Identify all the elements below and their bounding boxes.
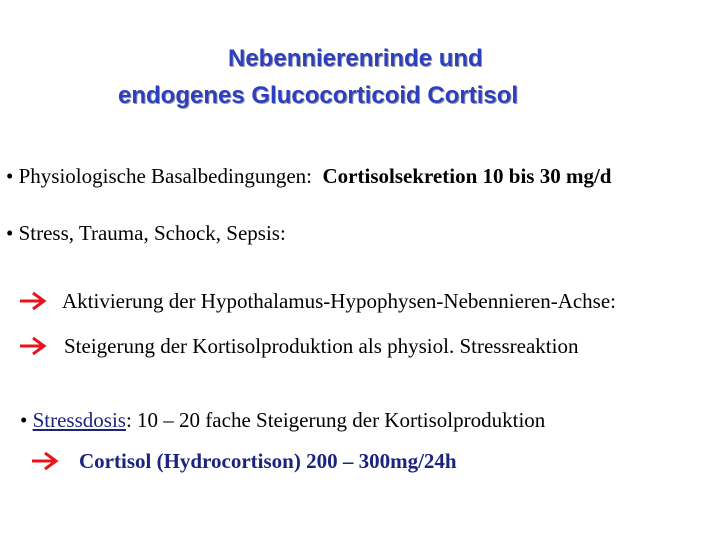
- bullet-stress-dose: [20, 408, 545, 433]
- bullet-basal-value: Cortisolsekretion 10 bis 30 mg/d: [322, 164, 612, 188]
- right-arrow-icon: [30, 450, 60, 472]
- bullet-dot: •: [20, 408, 33, 432]
- stress-dose-term: Stressdosis: [32, 408, 126, 432]
- bullet-basal-label: • Physiologische Basalbedingungen:: [6, 164, 323, 188]
- arrow-point-activation: Aktivierung der Hypothalamus-Hypophysen-Nebennieren-Achse:: [62, 289, 617, 313]
- arrow-point-increase: Steigerung der Kortisolproduktion als physiol. Stressreaktion: [64, 334, 579, 358]
- bullet-basal-conditions: [6, 164, 611, 189]
- right-arrow-icon: [18, 335, 48, 357]
- stress-dose-description: : 10 – 20 fache Steigerung der Kortisolproduktion: [125, 408, 546, 432]
- right-arrow-icon: [18, 290, 48, 312]
- arrow-point-dose: Cortisol (Hydrocortison) 200 – 300mg/24h: [79, 449, 457, 473]
- bullet-stress: • Stress, Trauma, Schock, Sepsis:: [6, 221, 286, 245]
- slide-title-line-2: endogenes Glucocorticoid Cortisol: [118, 82, 519, 109]
- slide-title-line-1: Nebennierenrinde und: [228, 45, 483, 72]
